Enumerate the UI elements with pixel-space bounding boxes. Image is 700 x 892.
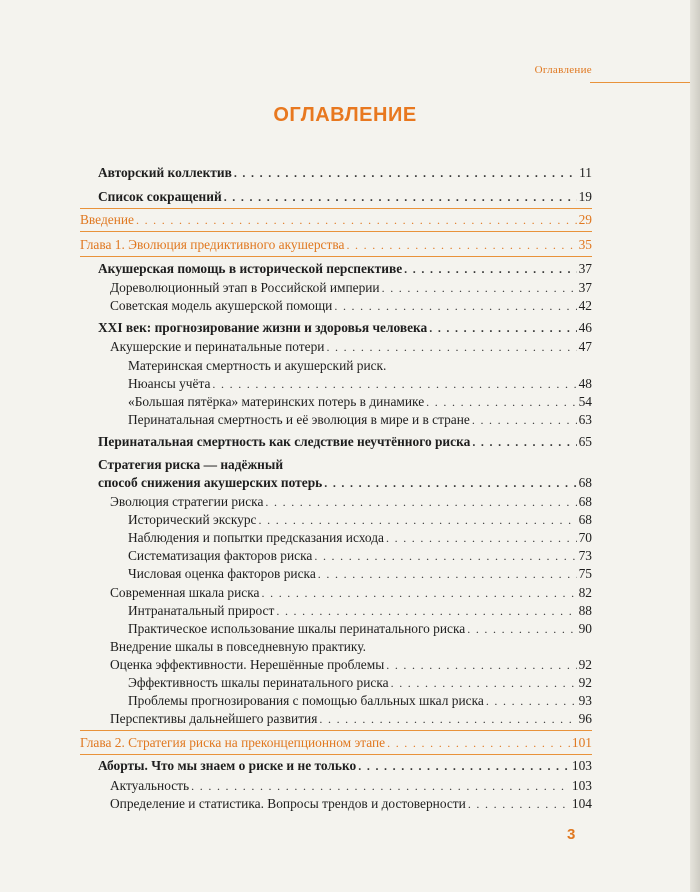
toc-entry-title: Акушерская помощь в исторической перспективе (98, 261, 403, 276)
toc-entry-title: Глава 1. Эволюция предиктивного акушерства (80, 237, 345, 252)
dot-leader (346, 237, 576, 253)
toc-entry-page: 48 (578, 376, 592, 391)
toc-entry[interactable] (110, 494, 592, 510)
toc-entry-title: «Большая пятёрка» материнских потерь в динамике (128, 394, 425, 409)
toc-entry-chapter[interactable] (80, 735, 592, 751)
toc-entry-title: Акушерские и перинатальные потери (110, 339, 325, 354)
toc-entry-page: 68 (578, 475, 592, 490)
dot-leader (324, 475, 576, 491)
dot-leader (358, 758, 570, 774)
toc-entry[interactable] (98, 189, 592, 205)
section-rule (80, 754, 592, 755)
dot-leader (319, 711, 576, 727)
toc-entry[interactable] (128, 376, 592, 392)
toc-entry-title: Эффективность шкалы перинатального риска (128, 675, 389, 690)
dot-leader (382, 280, 577, 296)
toc-entry[interactable] (98, 320, 592, 336)
toc-entry[interactable] (98, 758, 592, 774)
dot-leader (262, 585, 577, 601)
toc-entry-page: 104 (571, 796, 592, 811)
toc-entry-title: Перспективы дальнейшего развития (110, 711, 318, 726)
toc-entry-title: Проблемы прогнозирования с помощью балльных шкал риска (128, 693, 484, 708)
toc-entry-page: 70 (578, 530, 592, 545)
toc-entry-title: Аборты. Что мы знаем о риске и не только (98, 758, 357, 773)
toc-entry[interactable] (110, 298, 592, 314)
toc-entry-title: Оценка эффективности. Нерешённые проблемы (110, 657, 385, 672)
dot-leader (318, 566, 577, 582)
toc-entry-page: 82 (578, 585, 592, 600)
toc-entry-title: Нюансы учёта (128, 376, 211, 391)
page-number: 3 (567, 826, 576, 843)
toc-entry-page: 92 (578, 675, 592, 690)
toc-entry[interactable] (98, 434, 592, 450)
running-head: Оглавление (534, 64, 592, 76)
section-rule (80, 208, 592, 209)
toc-entry-page: 68 (578, 494, 592, 509)
toc-entry-title[interactable]: Внедрение шкалы в повседневную практику. (110, 639, 366, 654)
toc-entry[interactable] (110, 796, 592, 812)
toc-entry-page: 35 (578, 237, 592, 252)
toc-entry-page: 73 (578, 548, 592, 563)
toc-entry-title: Интранатальный прирост (128, 603, 275, 618)
toc-entry-title: Глава 2. Стратегия риска на преконцепционном этапе (80, 735, 386, 750)
toc-entry-title: Наблюдения и попытки предсказания исхода (128, 530, 384, 545)
toc-entry[interactable] (128, 512, 592, 528)
toc-entry-page: 103 (571, 758, 592, 773)
toc-entry-page: 75 (578, 566, 592, 581)
page-title: ОГЛАВЛЕНИЕ (273, 104, 417, 126)
dot-leader (224, 189, 577, 205)
toc-entry[interactable] (128, 412, 592, 428)
dot-leader (334, 298, 576, 314)
toc-entry-page: 68 (578, 512, 592, 527)
dot-leader (486, 693, 577, 709)
section-rule (80, 730, 592, 731)
dot-leader (468, 796, 570, 812)
toc-entry-page: 37 (578, 261, 592, 276)
toc-entry-page: 101 (571, 735, 592, 750)
toc-entry-page: 37 (578, 280, 592, 295)
toc-entry-title: Практическое использование шкалы перинатального риска (128, 621, 466, 636)
toc-entry-page: 90 (578, 621, 592, 636)
toc-entry-title: Актуальность (110, 778, 190, 793)
toc-entry-title: Числовая оценка факторов риска (128, 566, 316, 581)
toc-entry-page: 93 (578, 693, 592, 708)
dot-leader (386, 530, 577, 546)
dot-leader (234, 165, 577, 181)
dot-leader (191, 778, 570, 794)
toc-entry-page: 92 (578, 657, 592, 672)
toc-entry-page: 103 (571, 778, 592, 793)
toc-entry-title: Определение и статистика. Вопросы трендов и достоверности (110, 796, 466, 811)
toc-entry-page: 54 (578, 394, 592, 409)
dot-leader (314, 548, 576, 564)
dot-leader (472, 434, 576, 450)
toc-entry[interactable] (110, 711, 592, 727)
toc-entry-title: Авторский коллектив (98, 165, 232, 180)
toc-entry-page: 63 (578, 412, 592, 427)
toc-entry[interactable] (128, 530, 592, 546)
toc-entry-title: Перинатальная смертность и её эволюция в мире и в стране (128, 412, 470, 427)
toc-entry-page: 11 (579, 165, 592, 180)
toc-entry-title: Советская модель акушерской помощи (110, 298, 333, 313)
toc-entry-title: Список сокращений (98, 189, 222, 204)
dot-leader (391, 675, 577, 691)
toc-entry-chapter[interactable] (80, 212, 592, 228)
toc-entry-page: 29 (578, 212, 592, 227)
dot-leader (386, 657, 576, 673)
toc-entry[interactable] (128, 693, 592, 709)
toc-entry-title: способ снижения акушерских потерь (98, 475, 323, 490)
toc-entry[interactable] (98, 475, 592, 491)
section-rule (80, 231, 592, 232)
section-rule (80, 256, 592, 257)
dot-leader (429, 320, 576, 336)
toc-entry[interactable] (110, 280, 592, 296)
dot-leader (136, 212, 577, 228)
dot-leader (426, 394, 576, 410)
dot-leader (326, 339, 576, 355)
toc-entry-title[interactable]: Материнская смертность и акушерский риск. (128, 358, 387, 373)
toc-entry[interactable] (128, 675, 592, 691)
toc-entry[interactable] (110, 585, 592, 601)
dot-leader (276, 603, 576, 619)
toc-entry[interactable] (128, 621, 592, 637)
toc-entry-title: Современная шкала риска (110, 585, 260, 600)
toc-entry-title: Эволюция стратегии риска (110, 494, 264, 509)
toc-entry[interactable] (110, 657, 592, 673)
toc-entry[interactable] (128, 548, 592, 564)
toc-entry-page: 96 (578, 711, 592, 726)
toc-entry-title: Систематизация факторов риска (128, 548, 313, 563)
toc-entry-page: 88 (578, 603, 592, 618)
toc-entry-title: Перинатальная смертность как следствие неучтённого риска (98, 434, 471, 449)
dot-leader (472, 412, 577, 428)
toc-entry[interactable] (98, 261, 592, 277)
toc-entry-title: Исторический экскурс (128, 512, 257, 527)
toc-entry-title: Дореволюционный этап в Российской империи (110, 280, 380, 295)
dot-leader (404, 261, 576, 277)
toc-entry-page: 19 (578, 189, 592, 204)
dot-leader (387, 735, 570, 751)
toc-entry[interactable] (128, 566, 592, 582)
dot-leader (265, 494, 576, 510)
dot-leader (259, 512, 577, 528)
dot-leader (467, 621, 576, 637)
toc-entry[interactable] (110, 778, 592, 794)
toc-entry[interactable] (110, 339, 592, 355)
dot-leader (212, 376, 576, 392)
toc-entry-page: 42 (578, 298, 592, 313)
toc-entry-page: 46 (578, 320, 592, 335)
toc-entry[interactable] (98, 165, 592, 181)
toc-entry-chapter[interactable] (80, 237, 592, 253)
toc-entry-page: 47 (578, 339, 592, 354)
toc-entry-page: 65 (578, 434, 592, 449)
toc-entry-title[interactable]: Стратегия риска — надёжный (98, 457, 284, 472)
toc-entry-title: Введение (80, 212, 134, 227)
toc-entry[interactable] (128, 394, 592, 410)
toc-entry-title: XXI век: прогнозирование жизни и здоровья человека (98, 320, 428, 335)
toc-entry[interactable] (128, 603, 592, 619)
